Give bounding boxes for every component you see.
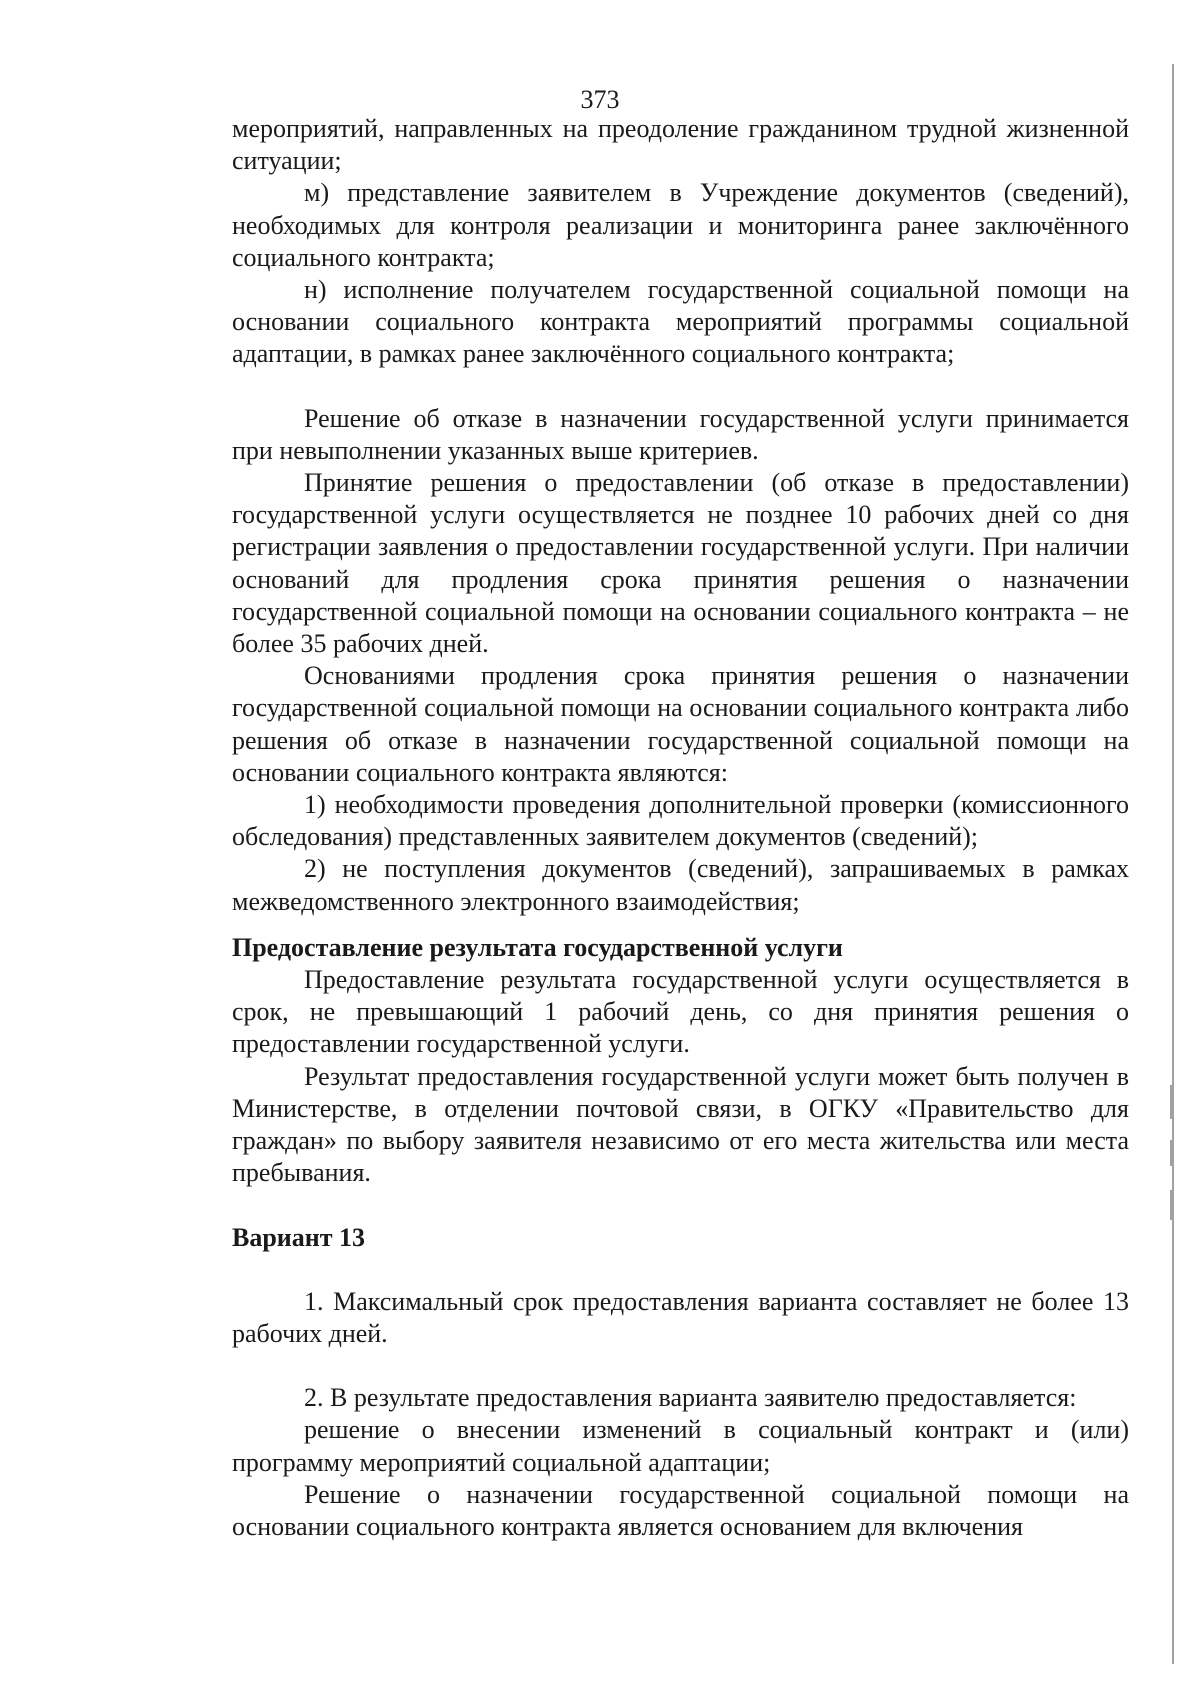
page-number: 373 xyxy=(580,85,620,114)
paragraph: Решение об отказе в назначении государственной услуги принимается при невыполнении указанных выше критериев. xyxy=(232,403,1129,465)
scan-edge-line xyxy=(1172,64,1174,1664)
paragraph: Результат предоставления государственной услуги может быть получен в Министерстве, в отделении почтовой связи, в ОГКУ «Правительство для граждан» по выбору заявителя независимо от его места жительства или места пребывания. xyxy=(232,1061,1129,1188)
paragraph: мероприятий, направленных на преодоление гражданином трудной жизненной ситуации; xyxy=(232,114,1129,176)
scan-edge-mark xyxy=(1170,1085,1172,1119)
paragraph: 1. Максимальный срок предоставления варианта составляет не более 13 рабочих дней. xyxy=(232,1286,1129,1348)
list-item: 1) необходимости проведения дополнительной проверки (комиссионного обследования) представленных заявителем документов (сведений); xyxy=(232,790,1129,852)
variant-heading: Вариант 13 xyxy=(232,1222,366,1252)
section-heading: Предоставление результата государственной услуги xyxy=(232,932,843,962)
paragraph: н) исполнение получателем государственной социальной помощи на основании социального контракта мероприятий программы социальной адаптации, в рамках ранее заключённого социального контракта; xyxy=(232,275,1129,369)
paragraph: Принятие решения о предоставлении (об отказе в предоставлении) государственной услуги осуществляется не позднее 10 рабочих дней со дня регистрации заявления о предоставлении государственной услуги. При наличии оснований для продления срока принятия решения о назначении государственной социальной помощи на основании социального контракта – не более 35 рабочих дней. xyxy=(232,468,1129,659)
paragraph: Предоставление результата государственной услуги осуществляется в срок, не превышающий 1 рабочий день, со дня принятия решения о предоставлении государственной услуги. xyxy=(232,965,1129,1059)
paragraph: Решение о назначении государственной социальной помощи на основании социального контракта является основанием для включения xyxy=(232,1479,1129,1541)
paragraph: решение о внесении изменений в социальный контракт и (или) программу мероприятий социальной адаптации; xyxy=(232,1415,1129,1477)
list-item: 2) не поступления документов (сведений), запрашиваемых в рамках межведомственного электронного взаимодействия; xyxy=(232,854,1129,916)
paragraph: 2. В результате предоставления варианта заявителю предоставляется: xyxy=(304,1383,1077,1413)
paragraph: м) представление заявителем в Учреждение документов (сведений), необходимых для контроля реализации и мониторинга ранее заключённого социального контракта; xyxy=(232,178,1129,272)
scan-edge-mark xyxy=(1170,1140,1172,1166)
scan-edge-mark xyxy=(1170,1190,1172,1220)
paragraph: Основаниями продления срока принятия решения о назначении государственной социальной помощи на основании социального контракта либо решения об отказе в назначении государственной социальной помощи на основании социального контракта являются: xyxy=(232,661,1129,787)
document-body xyxy=(232,113,1129,1543)
